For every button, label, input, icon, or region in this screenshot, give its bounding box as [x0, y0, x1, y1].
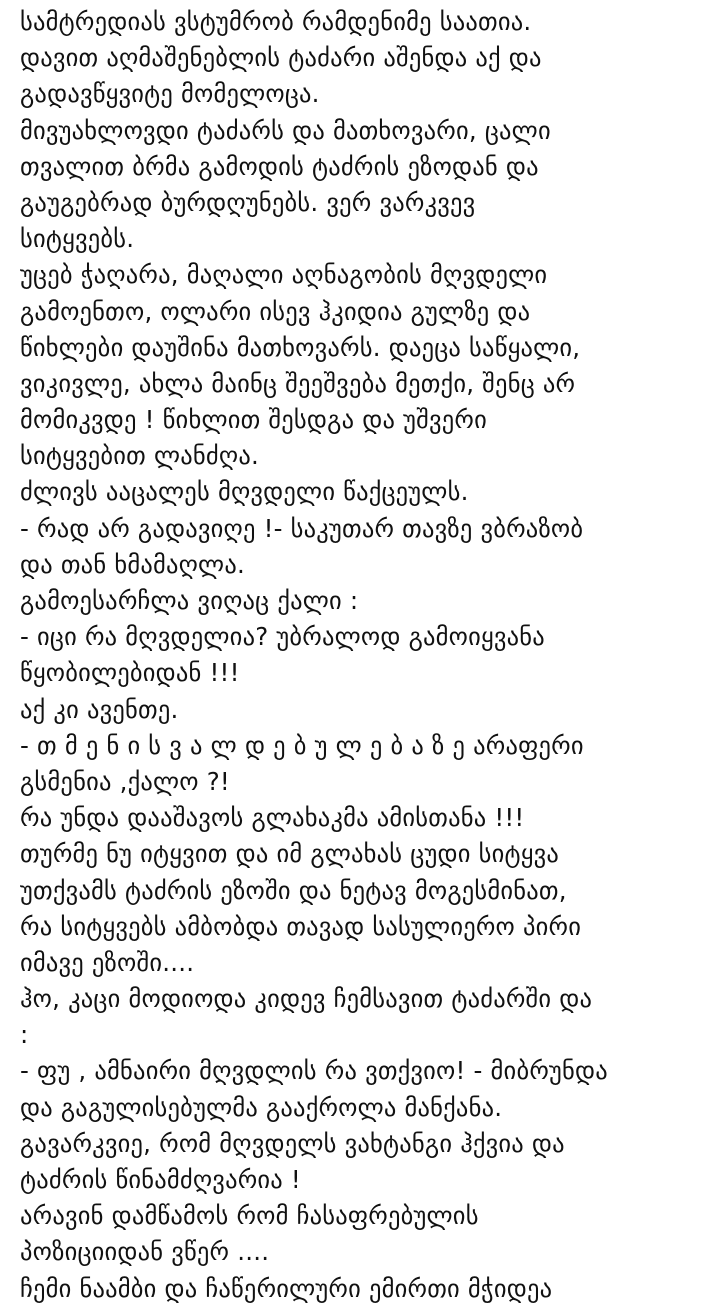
text-line: დავით აღმაშენებლის ტაძარი აშენდა აქ და: [20, 43, 542, 73]
text-line: მომიკვდე ! წიხლით შესდგა და უშვერი: [20, 405, 487, 435]
text-line: მივუახლოვდი ტაძარს და მათხოვარი, ცალი: [20, 115, 551, 145]
text-line: გსმენია ,ქალო ?!: [20, 766, 230, 796]
text-line: - ფუ , ამნაირი მღვდლის რა ვთქვიო! - მიბრუნდა: [20, 1056, 608, 1086]
text-line: ძლივს ააცალეს მღვდელი წაქცეულს.: [20, 477, 469, 507]
text-line: თურმე ნუ იტყვით და იმ გლახას ცუდი სიტყვა: [20, 839, 559, 869]
text-line: სიტყვებს.: [20, 224, 135, 254]
text-line: არავინ დამწამოს რომ ჩასაფრებულის: [20, 1201, 479, 1231]
text-line: იმავე ეზოში....: [20, 947, 195, 977]
text-line: პოზიციიდან ვწერ ....: [20, 1237, 270, 1267]
text-line: ვიკივლე, ახლა მაინც შეეშვება მეთქი, შენც არ: [20, 368, 576, 398]
text-line: უთქვამს ტაძრის ეზოში და ნეტავ მოგესმინათ,: [20, 875, 567, 905]
text-line: სამტრედიას ვსტუმრობ რამდენიმე საათია.: [20, 7, 532, 36]
text-line: - თ მ ე ნ ი ს ვ ა ლ დ ე ბ უ ლ ე ბ ა ზ ე არაფერი: [20, 730, 584, 760]
text-line: გაუგებრად ბურდღუნებს. ვერ ვარკვევ: [20, 187, 476, 217]
text-line: და თან ხმამაღლა.: [20, 549, 245, 579]
text-line: გამოესარჩლა ვიღაც ქალი :: [20, 586, 359, 615]
text-line: რა სიტყვებს ამბობდა თავად სასულიერო პირი: [20, 911, 582, 941]
text-line: ტაძრის წინამძღვარია !: [20, 1165, 301, 1194]
text-line: გამოენთო, ოლარი ისევ ჰკიდია გულზე და: [20, 296, 531, 326]
text-line: ჰო, კაცი მოდიოდა კიდევ ჩემსავით ტაძარში და: [20, 984, 593, 1014]
text-line: წიხლები დაუშინა მათხოვარს. დაეცა საწყალი,: [20, 332, 581, 362]
text-line: რა უნდა დააშავოს გლახაკმა ამისთანა !!!: [20, 803, 525, 833]
text-line: და გაგულისებულმა გააქროლა მანქანა.: [20, 1092, 503, 1122]
text-line: გადავწყვიტე მომელოცა.: [20, 79, 320, 109]
text-line: აქ კი ავენთე.: [20, 694, 179, 724]
text-line: წყობილებიდან !!!: [20, 658, 240, 688]
text-line: თვალით ბრმა გამოდის ტაძრის ეზოდან და: [20, 151, 539, 181]
article-text: [20, 4, 700, 1307]
text-line: უცებ ჭაღარა, მაღალი აღნაგობის მღვდელი: [20, 260, 548, 290]
text-line: გავარკვიე, რომ მღვდელს ვახტანგი ჰქვია და: [20, 1128, 565, 1158]
text-line: :: [20, 1020, 29, 1050]
text-line: - იცი რა მღვდელია? უბრალოდ გამოიყვანა: [20, 622, 545, 652]
text-line: ჩემი ნაამბი და ჩაწერილური ემირთი მჭიდეა: [20, 1273, 553, 1303]
text-line: - რად არ გადავიღე !- საკუთარ თავზე ვბრაზობ: [20, 513, 584, 543]
text-line: სიტყვებით ლანძღა.: [20, 441, 259, 471]
